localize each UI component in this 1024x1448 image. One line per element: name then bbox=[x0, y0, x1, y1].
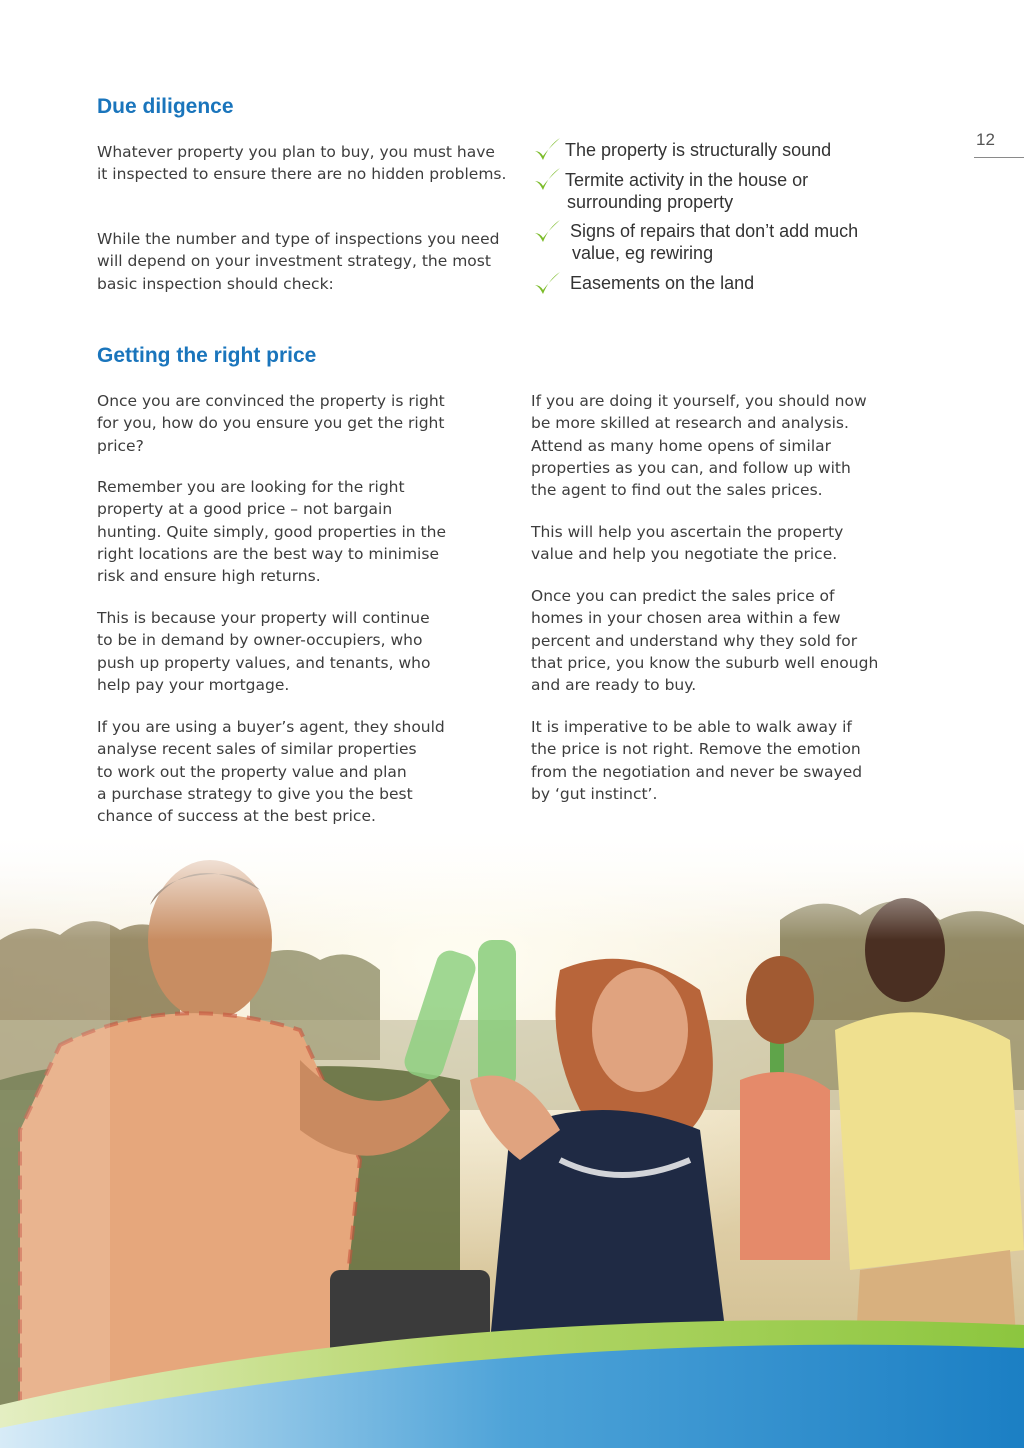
right-line: the agent to find out the sales prices. bbox=[531, 481, 823, 500]
checklist-line: The property is structurally sound bbox=[565, 140, 832, 160]
due-diligence-heading: Due diligence bbox=[97, 95, 234, 118]
right-paragraph bbox=[531, 521, 951, 566]
left-line: push up property values, and tenants, who bbox=[97, 653, 431, 672]
right-line: be more skilled at research and analysis. bbox=[531, 414, 849, 433]
left-line: Once you are convinced the property is right bbox=[97, 392, 445, 410]
left-line: Remember you are looking for the right bbox=[97, 478, 405, 496]
right-paragraph bbox=[531, 585, 951, 696]
right-line: by ‘gut instinct’. bbox=[531, 784, 658, 803]
right-line: Attend as many home opens of similar bbox=[531, 436, 832, 455]
right-line: and are ready to buy. bbox=[531, 676, 697, 695]
checklist-line: value, eg rewiring bbox=[572, 243, 714, 263]
page-number: 12 bbox=[976, 130, 995, 149]
left-line: This is because your property will continue bbox=[97, 609, 430, 627]
checklist-line: Easements on the land bbox=[570, 273, 755, 293]
left-line: help pay your mortgage. bbox=[97, 675, 290, 694]
friends-toasting-photo bbox=[0, 830, 1024, 1448]
check-icon bbox=[532, 270, 562, 298]
check-icon bbox=[532, 218, 562, 246]
right-line: from the negotiation and never be swayed bbox=[531, 762, 863, 781]
right-line: properties as you can, and follow up with bbox=[531, 458, 851, 477]
right-paragraph bbox=[531, 716, 951, 805]
due-diligence-paragraph-1 bbox=[97, 141, 507, 186]
left-line: price? bbox=[97, 436, 144, 455]
left-line: a purchase strategy to give you the best bbox=[97, 784, 413, 803]
left-line: to be in demand by owner-occupiers, who bbox=[97, 631, 423, 650]
left-paragraph bbox=[97, 716, 517, 827]
left-line: hunting. Quite simply, good properties in the bbox=[97, 522, 446, 541]
right-line: If you are doing it yourself, you should now bbox=[531, 392, 867, 410]
right-line: the price is not right. Remove the emotion bbox=[531, 740, 861, 759]
left-line: risk and ensure high returns. bbox=[97, 567, 321, 586]
right-line: It is imperative to be able to walk away if bbox=[531, 718, 852, 736]
right-price-heading: Getting the right price bbox=[97, 344, 317, 367]
checklist-line: Signs of repairs that don’t add much bbox=[570, 221, 859, 241]
due-diligence-paragraph-2-text: While the number and type of inspections you need will depend on your investment strategy, the most basic inspection should check: bbox=[97, 230, 500, 293]
check-icon bbox=[532, 136, 562, 164]
right-line: This will help you ascertain the property bbox=[531, 523, 844, 541]
right-line: homes in your chosen area within a few bbox=[531, 609, 841, 628]
left-line: to work out the property value and plan bbox=[97, 762, 407, 781]
checklist-line: Termite activity in the house or bbox=[565, 170, 809, 190]
right-line: that price, you know the suburb well enough bbox=[531, 653, 879, 672]
left-paragraph bbox=[97, 476, 517, 587]
right-line: Once you can predict the sales price of bbox=[531, 587, 835, 605]
left-line: property at a good price – not bargain bbox=[97, 500, 393, 519]
check-icon bbox=[532, 166, 562, 194]
right-line: percent and understand why they sold for bbox=[531, 631, 858, 650]
left-line: analyse recent sales of similar properties bbox=[97, 740, 417, 759]
page-number-rule bbox=[974, 157, 1024, 158]
left-line: right locations are the best way to minimise bbox=[97, 544, 439, 563]
due-diligence-paragraph-2 bbox=[97, 228, 512, 295]
left-paragraph bbox=[97, 390, 517, 457]
due-diligence-paragraph-1-text: Whatever property you plan to buy, you must have it inspected to ensure there are no hidden problems. bbox=[97, 143, 507, 184]
left-line: chance of success at the best price. bbox=[97, 807, 376, 826]
left-paragraph bbox=[97, 607, 517, 696]
left-line: for you, how do you ensure you get the right bbox=[97, 414, 445, 433]
checklist-line: surrounding property bbox=[567, 192, 734, 212]
right-line: value and help you negotiate the price. bbox=[531, 545, 838, 564]
left-line: If you are using a buyer’s agent, they should bbox=[97, 718, 445, 736]
right-paragraph bbox=[531, 390, 951, 501]
